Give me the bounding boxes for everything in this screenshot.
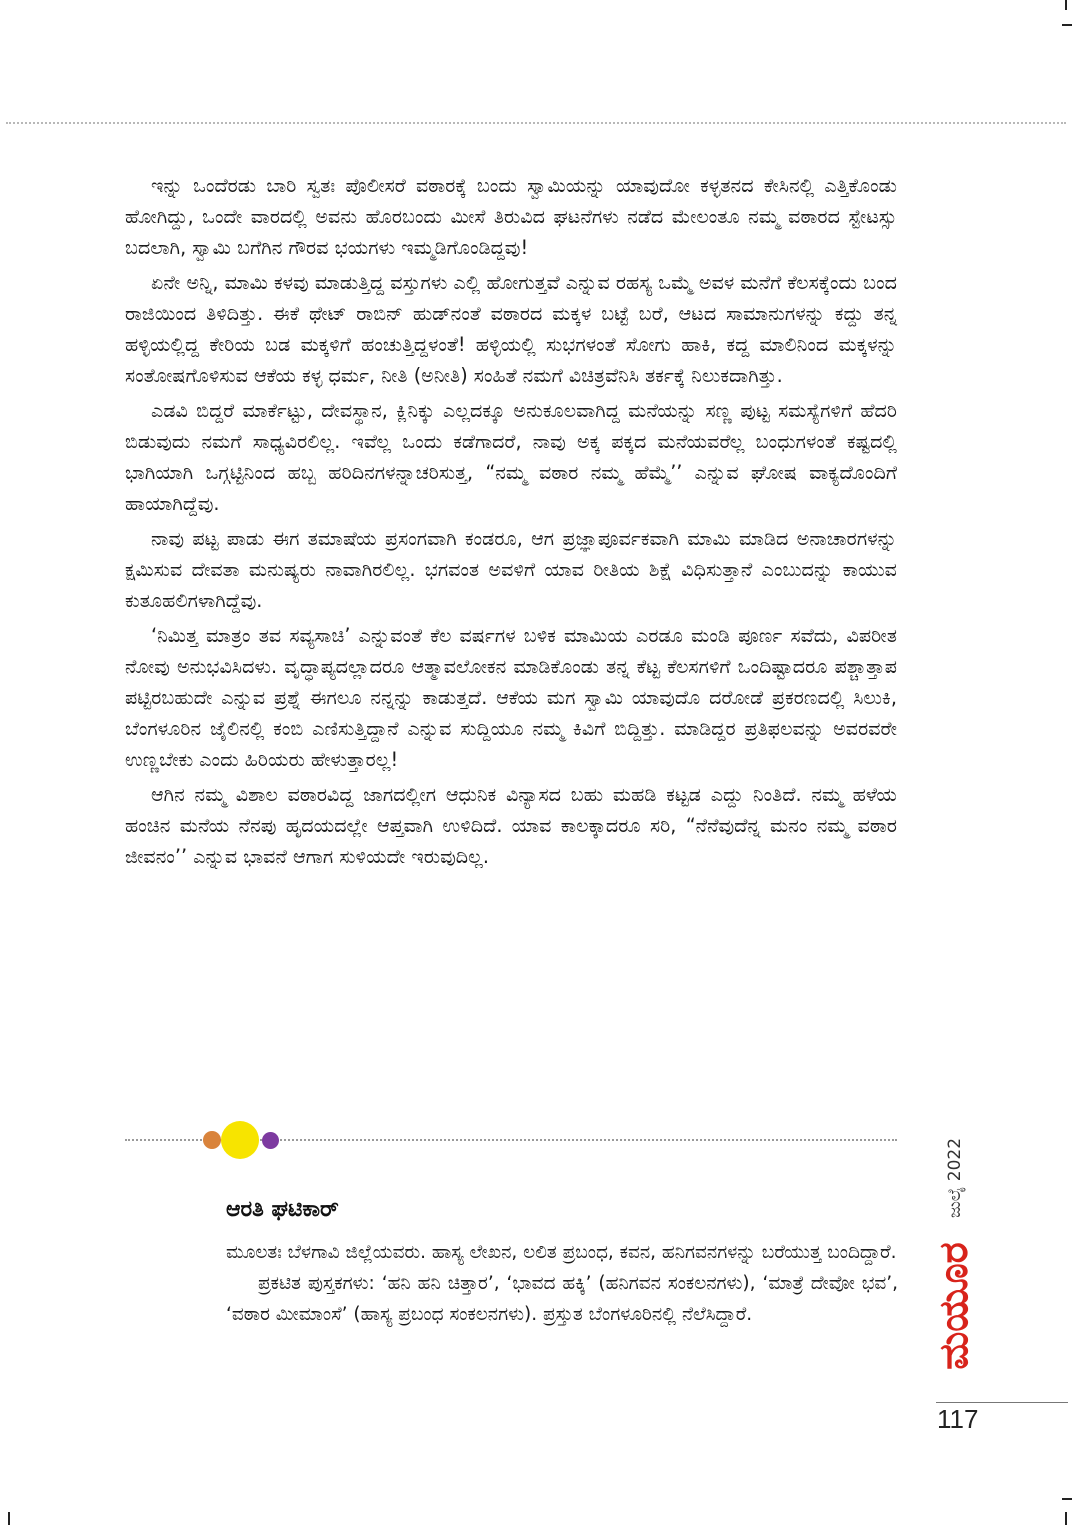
issue-date-text: ಜುಲೈ 2022	[945, 1137, 965, 1218]
page-number: 117	[937, 1404, 979, 1434]
magazine-logo	[924, 1232, 984, 1380]
article-paragraph: ಇನ್ನು ಒಂದೆರಡು ಬಾರಿ ಸ್ವತಃ ಪೊಲೀಸರೆ ವಠಾರಕ್ಕೆ ಬಂದು ಸ್ವಾಮಿಯನ್ನು ಯಾವುದೋ ಕಳ್ಳತನದ ಕೇಸಿನಲ್ಲಿ ಎತ್ತಿಕೊಂಡು ಹೋಗಿದ್ದು, ಒಂದೇ ವಾರದಲ್ಲಿ ಅವನು ಹೊರಬಂದು ಮೀಸೆ ತಿರುವಿದ ಘಟನೆಗಳು ನಡೆದ ಮೇಲಂತೂ ನಮ್ಮ ವಠಾರದ ಸ್ಟೇಟಸ್ಸು ಬದಲಾಗಿ, ಸ್ವಾಮಿ ಬಗೆಗಿನ ಗೌರವ ಭಯಗಳು ಇಮ್ಮಡಿಗೊಂಡಿದ್ದವು!	[125, 174, 897, 259]
article-paragraph: ‘ನಿಮಿತ್ತ ಮಾತ್ರಂ ತವ ಸವ್ಯಸಾಚಿ’ ಎನ್ನುವಂತೆ ಕೆಲ ವರ್ಷಗಳ ಬಳಿಕ ಮಾಮಿಯ ಎರಡೂ ಮಂಡಿ ಪೂರ್ಣ ಸವೆದು, ವಿಪರೀತ ನೋವು ಅನುಭವಿಸಿದಳು. ವೃದ್ಧಾಪ್ಯದಲ್ಲಾದರೂ ಆತ್ಮಾವಲೋಕನ ಮಾಡಿಕೊಂಡು ತನ್ನ ಕೆಟ್ಟ ಕೆಲಸಗಳಿಗೆ ಒಂದಿಷ್ಟಾದರೂ ಪಶ್ಚಾತ್ತಾಪ ಪಟ್ಟಿರಬಹುದೇ ಎನ್ನುವ ಪ್ರಶ್ನೆ ಈಗಲೂ ನನ್ನನ್ನು ಕಾಡುತ್ತದೆ. ಆಕೆಯ ಮಗ ಸ್ವಾಮಿ ಯಾವುದೊ ದರೋಡೆ ಪ್ರಕರಣದಲ್ಲಿ ಸಿಲುಕಿ, ಬೆಂಗಳೂರಿನ ಜೈಲಿನಲ್ಲಿ ಕಂಬಿ ಎಣಿಸುತ್ತಿದ್ದಾನೆ ಎನ್ನುವ ಸುದ್ದಿಯೂ ನಮ್ಮ ಕಿವಿಗೆ ಬಿದ್ದಿತ್ತು. ಮಾಡಿದ್ದರ ಪ್ರತಿಫಲವನ್ನು ಅವರವರೇ ಉಣ್ಣಬೇಕು ಎಂದು ಹಿರಿಯರು ಹೇಳುತ್ತಾರಲ್ಲ!	[125, 624, 897, 771]
author-bio-line: ಪ್ರಕಟಿತ ಪುಸ್ತಕಗಳು: ‘ಹನಿ ಹನಿ ಚಿತ್ತಾರ’, ‘ಭಾವದ ಹಕ್ಕಿ’ (ಹನಿಗವನ ಸಂಕಲನಗಳು), ‘ಮಾತ್ರೆ ದೇವೋ ಭವ’, ‘ವಠಾರ ಮೀಮಾಂಸೆ’ (ಹಾಸ್ಯ ಪ್ರಬಂಧ ಸಂಕಲನಗಳು). ಪ್ರಸ್ತುತ ಬೆಂಗಳೂರಿನಲ್ಲಿ ನೆಲೆಸಿದ್ದಾರೆ.	[226, 1273, 898, 1325]
article-body	[125, 170, 897, 876]
top-dotted-rule	[6, 122, 1066, 124]
author-bio	[226, 1237, 898, 1330]
purple-dot	[262, 1132, 279, 1149]
article-paragraph: ಏನೇ ಅನ್ನಿ, ಮಾಮಿ ಕಳವು ಮಾಡುತ್ತಿದ್ದ ವಸ್ತುಗಳು ಎಲ್ಲಿ ಹೋಗುತ್ತವೆ ಎನ್ನುವ ರಹಸ್ಯ ಒಮ್ಮೆ ಅವಳ ಮನೆಗೆ ಕೆಲಸಕ್ಕೆಂದು ಬಂದ ರಾಜಿಯಿಂದ ತಿಳಿದಿತ್ತು. ಈಕೆ ಥೇಟ್ ರಾಬಿನ್ ಹುಡ್‌ನಂತೆ ವಠಾರದ ಮಕ್ಕಳ ಬಟ್ಟೆ ಬರೆ, ಆಟದ ಸಾಮಾನುಗಳನ್ನು ಕದ್ದು ತನ್ನ ಹಳ್ಳಿಯಲ್ಲಿದ್ದ ಕೇರಿಯ ಬಡ ಮಕ್ಕಳಿಗೆ ಹಂಚುತ್ತಿದ್ದಳಂತೆ! ಹಳ್ಳಿಯಲ್ಲಿ ಸುಭಗಳಂತೆ ಸೋಗು ಹಾಕಿ, ಕದ್ದ ಮಾಲಿನಿಂದ ಮಕ್ಕಳನ್ನು ಸಂತೋಷಗೊಳಿಸುವ ಆಕೆಯ ಕಳ್ಳ ಧರ್ಮ, ನೀತಿ (ಅನೀತಿ) ಸಂಹಿತೆ ನಮಗೆ ವಿಚಿತ್ರವೆನಿಸಿ ತರ್ಕಕ್ಕೆ ನಿಲುಕದಾಗಿತ್ತು.	[125, 271, 897, 387]
article-paragraph: ನಾವು ಪಟ್ಟ ಪಾಡು ಈಗ ತಮಾಷೆಯ ಪ್ರಸಂಗವಾಗಿ ಕಂಡರೂ, ಆಗ ಪ್ರಜ್ಞಾಪೂರ್ವಕವಾಗಿ ಮಾಮಿ ಮಾಡಿದ ಅನಾಚಾರಗಳನ್ನು ಕ್ಷಮಿಸುವ ದೇವತಾ ಮನುಷ್ಯರು ನಾವಾಗಿರಲಿಲ್ಲ. ಭಗವಂತ ಅವಳಿಗೆ ಯಾವ ರೀತಿಯ ಶಿಕ್ಷೆ ವಿಧಿಸುತ್ತಾನೆ ಎಂಬುದನ್ನು ಕಾಯುವ ಕುತೂಹಲಿಗಳಾಗಿದ್ದೆವು.	[125, 527, 897, 612]
crop-mark-top-right	[1062, 24, 1072, 26]
crop-mark-bottom	[1065, 1512, 1067, 1525]
article-paragraph: ಆಗಿನ ನಮ್ಮ ವಿಶಾಲ ವಠಾರವಿದ್ದ ಜಾಗದಲ್ಲೀಗ ಆಧುನಿಕ ವಿನ್ಯಾಸದ ಬಹು ಮಹಡಿ ಕಟ್ಟಡ ಎದ್ದು ನಿಂತಿದೆ. ನಮ್ಮ ಹಳೆಯ ಹಂಚಿನ ಮನೆಯ ನೆನಪು ಹೃದಯದಲ್ಲೇ ಆಪ್ತವಾಗಿ ಉಳಿದಿದೆ. ಯಾವ ಕಾಲಕ್ಕಾದರೂ ಸರಿ, “ನೆನೆವುದೆನ್ನ ಮನಂ ನಮ್ಮ ವಠಾರ ಜೀವನಂ’’ ಎನ್ನುವ ಭಾವನೆ ಆಗಾಗ ಸುಳಿಯದೇ ಇರುವುದಿಲ್ಲ.	[125, 783, 897, 868]
author-name: ಆರತಿ ಘಟಿಕಾರ್	[226, 1197, 339, 1222]
article-paragraph: ಎಡವಿ ಬಿದ್ದರೆ ಮಾರ್ಕೆಟ್ಟು, ದೇವಸ್ಥಾನ, ಕ್ಲಿನಿಕ್ಕು ಎಲ್ಲದಕ್ಕೂ ಅನುಕೂಲವಾಗಿದ್ದ ಮನೆಯನ್ನು ಸಣ್ಣ ಪುಟ್ಟ ಸಮಸ್ಯೆಗಳಿಗೆ ಹೆದರಿ ಬಿಡುವುದು ನಮಗೆ ಸಾಧ್ಯವಿರಲಿಲ್ಲ. ಇವೆಲ್ಲ ಒಂದು ಕಡೆಗಾದರೆ, ನಾವು ಅಕ್ಕ ಪಕ್ಕದ ಮನೆಯವರೆಲ್ಲ ಬಂಧುಗಳಂತೆ ಕಷ್ಟದಲ್ಲಿ ಭಾಗಿಯಾಗಿ ಒಗ್ಗಟ್ಟಿನಿಂದ ಹಬ್ಬ ಹರಿದಿನಗಳನ್ನಾಚರಿಸುತ್ತ, “ನಮ್ಮ ವಠಾರ ನಮ್ಮ ಹೆಮ್ಮೆ’’ ಎನ್ನುವ ಘೋಷ ವಾಕ್ಯದೊಂದಿಗೆ ಹಾಯಾಗಿದ್ದೆವು.	[125, 399, 897, 515]
yellow-dot	[221, 1121, 259, 1159]
issue-date	[938, 1130, 972, 1225]
author-bio-line: ಮೂಲತಃ ಬೆಳಗಾವಿ ಜಿಲ್ಲೆಯವರು. ಹಾಸ್ಯ ಲೇಖನ, ಲಲಿತ ಪ್ರಬಂಧ, ಕವನ, ಹನಿಗವನಗಳನ್ನು ಬರೆಯುತ್ತ ಬಂದಿದ್ದಾರೆ.	[226, 1242, 897, 1263]
orange-dot	[203, 1131, 221, 1149]
magazine-logo-text: ಮಯೂರ	[931, 1242, 977, 1370]
section-separator	[125, 1126, 897, 1154]
crop-mark-bottom-left	[8, 1512, 10, 1525]
folio-rule	[936, 1402, 1068, 1403]
crop-mark-top	[1065, 0, 1067, 10]
crop-mark-bottom-right	[1062, 1498, 1072, 1500]
